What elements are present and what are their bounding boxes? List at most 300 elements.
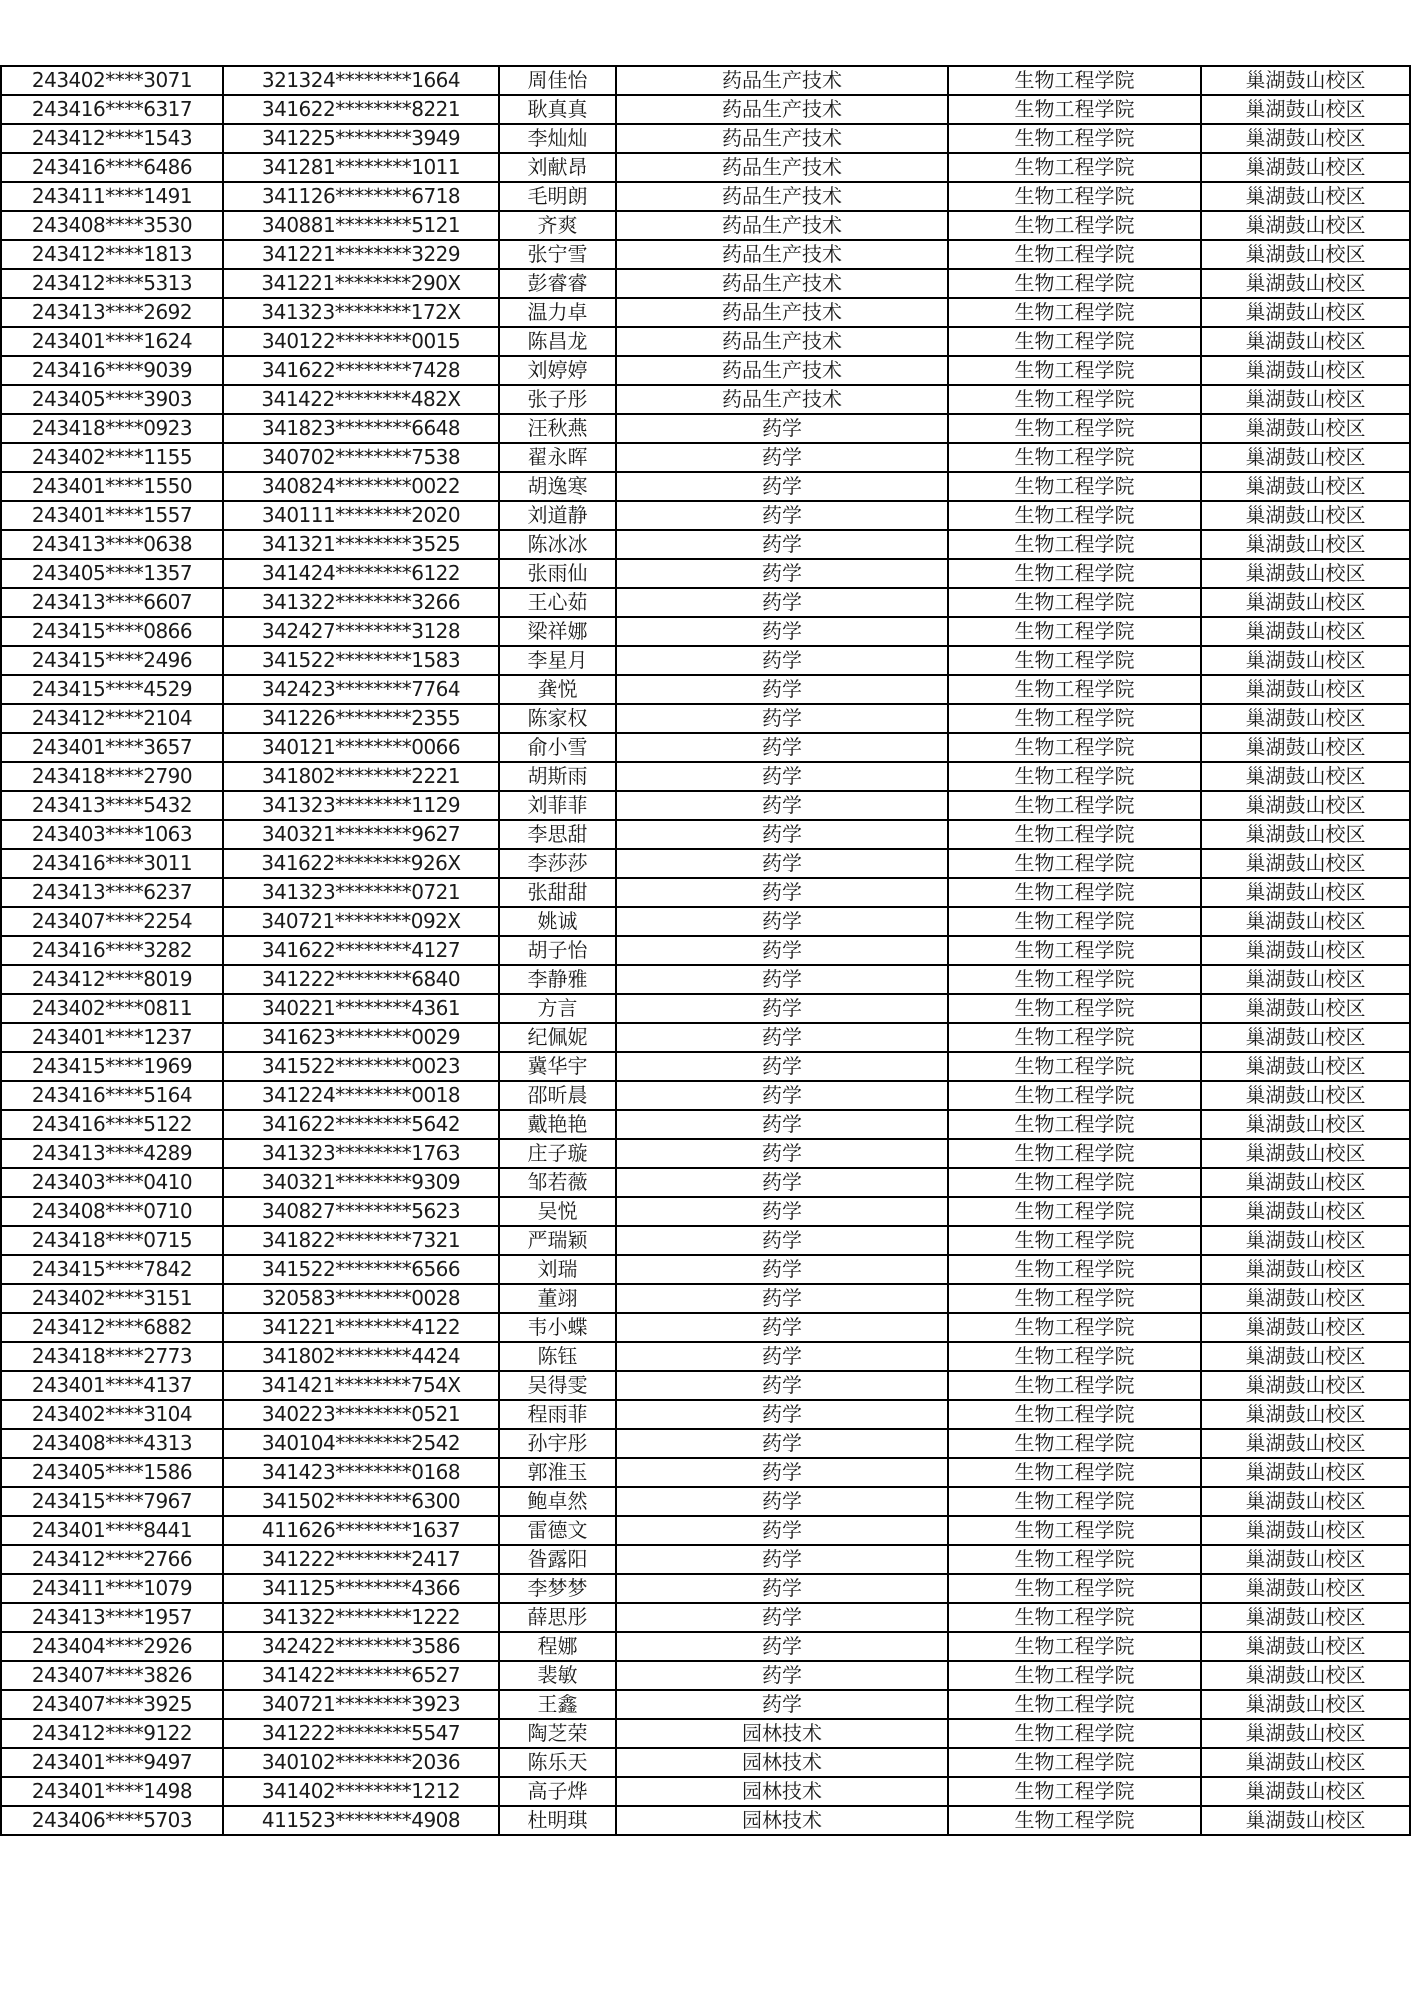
id-number-cell: 341823********6648 bbox=[223, 414, 499, 443]
registration-number-cell: 243401****8441 bbox=[1, 1516, 223, 1545]
id-number-cell: 341622********8221 bbox=[223, 95, 499, 124]
table-row bbox=[1, 1226, 1410, 1255]
college-cell: 生物工程学院 bbox=[948, 1168, 1201, 1197]
college-cell: 生物工程学院 bbox=[948, 675, 1201, 704]
college-cell: 生物工程学院 bbox=[948, 124, 1201, 153]
student-name-cell: 龚悦 bbox=[499, 675, 616, 704]
registration-number-cell: 243416****6486 bbox=[1, 153, 223, 182]
campus-cell: 巢湖鼓山校区 bbox=[1201, 675, 1410, 704]
table-row bbox=[1, 385, 1410, 414]
student-name-cell: 邹若薇 bbox=[499, 1168, 616, 1197]
student-name-cell: 汪秋燕 bbox=[499, 414, 616, 443]
student-name-cell: 王心茹 bbox=[499, 588, 616, 617]
major-cell: 药品生产技术 bbox=[616, 240, 948, 269]
campus-cell: 巢湖鼓山校区 bbox=[1201, 559, 1410, 588]
registration-number-cell: 243401****1498 bbox=[1, 1777, 223, 1806]
college-cell: 生物工程学院 bbox=[948, 240, 1201, 269]
registration-number-cell: 243401****4137 bbox=[1, 1371, 223, 1400]
registration-number-cell: 243408****0710 bbox=[1, 1197, 223, 1226]
college-cell: 生物工程学院 bbox=[948, 66, 1201, 95]
major-cell: 药学 bbox=[616, 588, 948, 617]
registration-number-cell: 243418****2773 bbox=[1, 1342, 223, 1371]
major-cell: 药学 bbox=[616, 1342, 948, 1371]
college-cell: 生物工程学院 bbox=[948, 1487, 1201, 1516]
id-number-cell: 340827********5623 bbox=[223, 1197, 499, 1226]
registration-number-cell: 243406****5703 bbox=[1, 1806, 223, 1835]
major-cell: 药学 bbox=[616, 501, 948, 530]
college-cell: 生物工程学院 bbox=[948, 1081, 1201, 1110]
registration-number-cell: 243402****1155 bbox=[1, 443, 223, 472]
student-name-cell: 陈乐天 bbox=[499, 1748, 616, 1777]
registration-number-cell: 243407****2254 bbox=[1, 907, 223, 936]
id-number-cell: 341522********1583 bbox=[223, 646, 499, 675]
major-cell: 药学 bbox=[616, 762, 948, 791]
campus-cell: 巢湖鼓山校区 bbox=[1201, 646, 1410, 675]
campus-cell: 巢湖鼓山校区 bbox=[1201, 936, 1410, 965]
major-cell: 药学 bbox=[616, 1632, 948, 1661]
campus-cell: 巢湖鼓山校区 bbox=[1201, 1603, 1410, 1632]
student-name-cell: 雷德文 bbox=[499, 1516, 616, 1545]
college-cell: 生物工程学院 bbox=[948, 617, 1201, 646]
student-name-cell: 薛思彤 bbox=[499, 1603, 616, 1632]
id-number-cell: 340824********0022 bbox=[223, 472, 499, 501]
campus-cell: 巢湖鼓山校区 bbox=[1201, 1371, 1410, 1400]
campus-cell: 巢湖鼓山校区 bbox=[1201, 820, 1410, 849]
table-row bbox=[1, 1023, 1410, 1052]
campus-cell: 巢湖鼓山校区 bbox=[1201, 327, 1410, 356]
registration-number-cell: 243415****1969 bbox=[1, 1052, 223, 1081]
registration-number-cell: 243416****9039 bbox=[1, 356, 223, 385]
id-number-cell: 341622********4127 bbox=[223, 936, 499, 965]
major-cell: 药学 bbox=[616, 1458, 948, 1487]
registration-number-cell: 243412****9122 bbox=[1, 1719, 223, 1748]
student-name-cell: 李灿灿 bbox=[499, 124, 616, 153]
id-number-cell: 341222********6840 bbox=[223, 965, 499, 994]
campus-cell: 巢湖鼓山校区 bbox=[1201, 994, 1410, 1023]
table-row bbox=[1, 1342, 1410, 1371]
major-cell: 药学 bbox=[616, 1139, 948, 1168]
id-number-cell: 340321********9627 bbox=[223, 820, 499, 849]
college-cell: 生物工程学院 bbox=[948, 1371, 1201, 1400]
college-cell: 生物工程学院 bbox=[948, 414, 1201, 443]
college-cell: 生物工程学院 bbox=[948, 1197, 1201, 1226]
major-cell: 药学 bbox=[616, 1400, 948, 1429]
student-name-cell: 董翊 bbox=[499, 1284, 616, 1313]
major-cell: 药品生产技术 bbox=[616, 124, 948, 153]
campus-cell: 巢湖鼓山校区 bbox=[1201, 1429, 1410, 1458]
campus-cell: 巢湖鼓山校区 bbox=[1201, 385, 1410, 414]
student-name-cell: 严瑞颖 bbox=[499, 1226, 616, 1255]
major-cell: 药学 bbox=[616, 1110, 948, 1139]
college-cell: 生物工程学院 bbox=[948, 907, 1201, 936]
campus-cell: 巢湖鼓山校区 bbox=[1201, 182, 1410, 211]
student-name-cell: 李莎莎 bbox=[499, 849, 616, 878]
major-cell: 药品生产技术 bbox=[616, 385, 948, 414]
id-number-cell: 340102********2036 bbox=[223, 1748, 499, 1777]
major-cell: 药学 bbox=[616, 907, 948, 936]
college-cell: 生物工程学院 bbox=[948, 1255, 1201, 1284]
college-cell: 生物工程学院 bbox=[948, 936, 1201, 965]
campus-cell: 巢湖鼓山校区 bbox=[1201, 124, 1410, 153]
id-number-cell: 341422********482X bbox=[223, 385, 499, 414]
campus-cell: 巢湖鼓山校区 bbox=[1201, 762, 1410, 791]
campus-cell: 巢湖鼓山校区 bbox=[1201, 211, 1410, 240]
campus-cell: 巢湖鼓山校区 bbox=[1201, 1516, 1410, 1545]
campus-cell: 巢湖鼓山校区 bbox=[1201, 1197, 1410, 1226]
major-cell: 园林技术 bbox=[616, 1748, 948, 1777]
table-row bbox=[1, 153, 1410, 182]
campus-cell: 巢湖鼓山校区 bbox=[1201, 298, 1410, 327]
campus-cell: 巢湖鼓山校区 bbox=[1201, 1081, 1410, 1110]
major-cell: 药学 bbox=[616, 530, 948, 559]
major-cell: 药学 bbox=[616, 820, 948, 849]
id-number-cell: 341125********4366 bbox=[223, 1574, 499, 1603]
id-number-cell: 342423********7764 bbox=[223, 675, 499, 704]
campus-cell: 巢湖鼓山校区 bbox=[1201, 1023, 1410, 1052]
college-cell: 生物工程学院 bbox=[948, 1052, 1201, 1081]
registration-number-cell: 243401****1237 bbox=[1, 1023, 223, 1052]
table-row bbox=[1, 530, 1410, 559]
id-number-cell: 341423********0168 bbox=[223, 1458, 499, 1487]
campus-cell: 巢湖鼓山校区 bbox=[1201, 1574, 1410, 1603]
table-row bbox=[1, 1110, 1410, 1139]
college-cell: 生物工程学院 bbox=[948, 530, 1201, 559]
campus-cell: 巢湖鼓山校区 bbox=[1201, 1632, 1410, 1661]
major-cell: 药学 bbox=[616, 1545, 948, 1574]
registration-number-cell: 243418****2790 bbox=[1, 762, 223, 791]
id-number-cell: 341321********3525 bbox=[223, 530, 499, 559]
major-cell: 药学 bbox=[616, 1197, 948, 1226]
id-number-cell: 341225********3949 bbox=[223, 124, 499, 153]
major-cell: 药学 bbox=[616, 1516, 948, 1545]
table-row bbox=[1, 443, 1410, 472]
table-row bbox=[1, 1255, 1410, 1284]
major-cell: 药学 bbox=[616, 936, 948, 965]
student-name-cell: 刘瑞 bbox=[499, 1255, 616, 1284]
registration-number-cell: 243416****5164 bbox=[1, 1081, 223, 1110]
student-name-cell: 戴艳艳 bbox=[499, 1110, 616, 1139]
registration-number-cell: 243416****5122 bbox=[1, 1110, 223, 1139]
registration-number-cell: 243401****1557 bbox=[1, 501, 223, 530]
table-row bbox=[1, 472, 1410, 501]
student-name-cell: 陈冰冰 bbox=[499, 530, 616, 559]
registration-number-cell: 243412****2104 bbox=[1, 704, 223, 733]
campus-cell: 巢湖鼓山校区 bbox=[1201, 791, 1410, 820]
campus-cell: 巢湖鼓山校区 bbox=[1201, 1690, 1410, 1719]
major-cell: 药学 bbox=[616, 994, 948, 1023]
major-cell: 药学 bbox=[616, 791, 948, 820]
college-cell: 生物工程学院 bbox=[948, 153, 1201, 182]
id-number-cell: 341622********7428 bbox=[223, 356, 499, 385]
table-row bbox=[1, 675, 1410, 704]
registration-number-cell: 243405****1357 bbox=[1, 559, 223, 588]
id-number-cell: 321324********1664 bbox=[223, 66, 499, 95]
table-row bbox=[1, 907, 1410, 936]
student-name-cell: 李静雅 bbox=[499, 965, 616, 994]
table-row bbox=[1, 1777, 1410, 1806]
student-name-cell: 韦小蝶 bbox=[499, 1313, 616, 1342]
student-name-cell: 张宁雪 bbox=[499, 240, 616, 269]
campus-cell: 巢湖鼓山校区 bbox=[1201, 617, 1410, 646]
registration-number-cell: 243413****2692 bbox=[1, 298, 223, 327]
table-row bbox=[1, 356, 1410, 385]
major-cell: 药学 bbox=[616, 1661, 948, 1690]
id-number-cell: 340111********2020 bbox=[223, 501, 499, 530]
registration-number-cell: 243401****1550 bbox=[1, 472, 223, 501]
table-row bbox=[1, 733, 1410, 762]
major-cell: 药学 bbox=[616, 1168, 948, 1197]
registration-number-cell: 243412****6882 bbox=[1, 1313, 223, 1342]
table-row bbox=[1, 1545, 1410, 1574]
id-number-cell: 340702********7538 bbox=[223, 443, 499, 472]
id-number-cell: 341802********4424 bbox=[223, 1342, 499, 1371]
college-cell: 生物工程学院 bbox=[948, 1342, 1201, 1371]
major-cell: 药品生产技术 bbox=[616, 356, 948, 385]
college-cell: 生物工程学院 bbox=[948, 1284, 1201, 1313]
table-row bbox=[1, 95, 1410, 124]
registration-number-cell: 243415****7842 bbox=[1, 1255, 223, 1284]
major-cell: 药学 bbox=[616, 1429, 948, 1458]
registration-number-cell: 243411****1079 bbox=[1, 1574, 223, 1603]
college-cell: 生物工程学院 bbox=[948, 1226, 1201, 1255]
college-cell: 生物工程学院 bbox=[948, 1690, 1201, 1719]
campus-cell: 巢湖鼓山校区 bbox=[1201, 356, 1410, 385]
table-row bbox=[1, 1661, 1410, 1690]
college-cell: 生物工程学院 bbox=[948, 1516, 1201, 1545]
table-row bbox=[1, 994, 1410, 1023]
registration-number-cell: 243412****1543 bbox=[1, 124, 223, 153]
college-cell: 生物工程学院 bbox=[948, 646, 1201, 675]
campus-cell: 巢湖鼓山校区 bbox=[1201, 1110, 1410, 1139]
major-cell: 药学 bbox=[616, 1052, 948, 1081]
college-cell: 生物工程学院 bbox=[948, 1429, 1201, 1458]
table-row bbox=[1, 820, 1410, 849]
student-name-cell: 陶芝荣 bbox=[499, 1719, 616, 1748]
college-cell: 生物工程学院 bbox=[948, 327, 1201, 356]
id-number-cell: 340881********5121 bbox=[223, 211, 499, 240]
major-cell: 药学 bbox=[616, 617, 948, 646]
college-cell: 生物工程学院 bbox=[948, 820, 1201, 849]
table-row bbox=[1, 646, 1410, 675]
id-number-cell: 341323********0721 bbox=[223, 878, 499, 907]
student-name-cell: 张甜甜 bbox=[499, 878, 616, 907]
table-row bbox=[1, 965, 1410, 994]
college-cell: 生物工程学院 bbox=[948, 1110, 1201, 1139]
major-cell: 园林技术 bbox=[616, 1719, 948, 1748]
college-cell: 生物工程学院 bbox=[948, 994, 1201, 1023]
table-row bbox=[1, 936, 1410, 965]
major-cell: 药学 bbox=[616, 414, 948, 443]
id-number-cell: 341623********0029 bbox=[223, 1023, 499, 1052]
student-name-cell: 程娜 bbox=[499, 1632, 616, 1661]
student-name-cell: 刘道静 bbox=[499, 501, 616, 530]
registration-number-cell: 243405****3903 bbox=[1, 385, 223, 414]
id-number-cell: 411626********1637 bbox=[223, 1516, 499, 1545]
registration-number-cell: 243413****4289 bbox=[1, 1139, 223, 1168]
student-name-cell: 裴敏 bbox=[499, 1661, 616, 1690]
table-row bbox=[1, 1429, 1410, 1458]
registration-number-cell: 243415****0866 bbox=[1, 617, 223, 646]
college-cell: 生物工程学院 bbox=[948, 1400, 1201, 1429]
campus-cell: 巢湖鼓山校区 bbox=[1201, 240, 1410, 269]
campus-cell: 巢湖鼓山校区 bbox=[1201, 1487, 1410, 1516]
id-number-cell: 341221********4122 bbox=[223, 1313, 499, 1342]
table-row bbox=[1, 414, 1410, 443]
major-cell: 药品生产技术 bbox=[616, 298, 948, 327]
student-name-cell: 姚诚 bbox=[499, 907, 616, 936]
student-table-body bbox=[1, 66, 1410, 1835]
college-cell: 生物工程学院 bbox=[948, 559, 1201, 588]
registration-number-cell: 243416****6317 bbox=[1, 95, 223, 124]
id-number-cell: 341622********5642 bbox=[223, 1110, 499, 1139]
student-name-cell: 李梦梦 bbox=[499, 1574, 616, 1603]
major-cell: 药品生产技术 bbox=[616, 211, 948, 240]
campus-cell: 巢湖鼓山校区 bbox=[1201, 1226, 1410, 1255]
student-name-cell: 彭睿睿 bbox=[499, 269, 616, 298]
table-row bbox=[1, 762, 1410, 791]
id-number-cell: 340122********0015 bbox=[223, 327, 499, 356]
major-cell: 药品生产技术 bbox=[616, 66, 948, 95]
id-number-cell: 340121********0066 bbox=[223, 733, 499, 762]
college-cell: 生物工程学院 bbox=[948, 1139, 1201, 1168]
table-row bbox=[1, 298, 1410, 327]
table-row bbox=[1, 849, 1410, 878]
student-name-cell: 高子烨 bbox=[499, 1777, 616, 1806]
college-cell: 生物工程学院 bbox=[948, 704, 1201, 733]
registration-number-cell: 243403****1063 bbox=[1, 820, 223, 849]
college-cell: 生物工程学院 bbox=[948, 965, 1201, 994]
table-row bbox=[1, 1284, 1410, 1313]
student-name-cell: 张雨仙 bbox=[499, 559, 616, 588]
major-cell: 药学 bbox=[616, 733, 948, 762]
id-number-cell: 341522********6566 bbox=[223, 1255, 499, 1284]
major-cell: 药学 bbox=[616, 1690, 948, 1719]
college-cell: 生物工程学院 bbox=[948, 1603, 1201, 1632]
id-number-cell: 340321********9309 bbox=[223, 1168, 499, 1197]
registration-number-cell: 243418****0923 bbox=[1, 414, 223, 443]
major-cell: 药学 bbox=[616, 443, 948, 472]
table-row bbox=[1, 66, 1410, 95]
campus-cell: 巢湖鼓山校区 bbox=[1201, 704, 1410, 733]
student-name-cell: 纪佩妮 bbox=[499, 1023, 616, 1052]
student-name-cell: 吴悦 bbox=[499, 1197, 616, 1226]
campus-cell: 巢湖鼓山校区 bbox=[1201, 1052, 1410, 1081]
student-name-cell: 刘婷婷 bbox=[499, 356, 616, 385]
college-cell: 生物工程学院 bbox=[948, 791, 1201, 820]
college-cell: 生物工程学院 bbox=[948, 472, 1201, 501]
id-number-cell: 341281********1011 bbox=[223, 153, 499, 182]
campus-cell: 巢湖鼓山校区 bbox=[1201, 66, 1410, 95]
student-name-cell: 李思甜 bbox=[499, 820, 616, 849]
college-cell: 生物工程学院 bbox=[948, 1632, 1201, 1661]
registration-number-cell: 243402****0811 bbox=[1, 994, 223, 1023]
registration-number-cell: 243413****5432 bbox=[1, 791, 223, 820]
college-cell: 生物工程学院 bbox=[948, 1777, 1201, 1806]
major-cell: 药学 bbox=[616, 646, 948, 675]
student-name-cell: 齐爽 bbox=[499, 211, 616, 240]
id-number-cell: 411523********4908 bbox=[223, 1806, 499, 1835]
student-name-cell: 邵昕晨 bbox=[499, 1081, 616, 1110]
college-cell: 生物工程学院 bbox=[948, 1023, 1201, 1052]
registration-number-cell: 243401****9497 bbox=[1, 1748, 223, 1777]
registration-number-cell: 243412****2766 bbox=[1, 1545, 223, 1574]
major-cell: 药学 bbox=[616, 704, 948, 733]
student-name-cell: 胡子怡 bbox=[499, 936, 616, 965]
campus-cell: 巢湖鼓山校区 bbox=[1201, 1777, 1410, 1806]
student-name-cell: 庄子璇 bbox=[499, 1139, 616, 1168]
table-row bbox=[1, 1400, 1410, 1429]
registration-number-cell: 243416****3282 bbox=[1, 936, 223, 965]
campus-cell: 巢湖鼓山校区 bbox=[1201, 1719, 1410, 1748]
id-number-cell: 341622********926X bbox=[223, 849, 499, 878]
student-name-cell: 方言 bbox=[499, 994, 616, 1023]
id-number-cell: 340721********092X bbox=[223, 907, 499, 936]
major-cell: 药学 bbox=[616, 1023, 948, 1052]
college-cell: 生物工程学院 bbox=[948, 298, 1201, 327]
id-number-cell: 341402********1212 bbox=[223, 1777, 499, 1806]
table-row bbox=[1, 617, 1410, 646]
college-cell: 生物工程学院 bbox=[948, 733, 1201, 762]
table-row bbox=[1, 1719, 1410, 1748]
student-name-cell: 陈昌龙 bbox=[499, 327, 616, 356]
student-name-cell: 温力卓 bbox=[499, 298, 616, 327]
table-row bbox=[1, 124, 1410, 153]
table-row bbox=[1, 791, 1410, 820]
student-name-cell: 昝露阳 bbox=[499, 1545, 616, 1574]
campus-cell: 巢湖鼓山校区 bbox=[1201, 733, 1410, 762]
id-number-cell: 341222********2417 bbox=[223, 1545, 499, 1574]
campus-cell: 巢湖鼓山校区 bbox=[1201, 1458, 1410, 1487]
student-name-cell: 陈钰 bbox=[499, 1342, 616, 1371]
registration-number-cell: 243411****1491 bbox=[1, 182, 223, 211]
major-cell: 药学 bbox=[616, 878, 948, 907]
registration-number-cell: 243412****1813 bbox=[1, 240, 223, 269]
registration-number-cell: 243415****7967 bbox=[1, 1487, 223, 1516]
id-number-cell: 340721********3923 bbox=[223, 1690, 499, 1719]
table-row bbox=[1, 559, 1410, 588]
registration-number-cell: 243408****4313 bbox=[1, 1429, 223, 1458]
major-cell: 药学 bbox=[616, 1255, 948, 1284]
table-row bbox=[1, 1371, 1410, 1400]
registration-number-cell: 243402****3104 bbox=[1, 1400, 223, 1429]
major-cell: 药学 bbox=[616, 1313, 948, 1342]
campus-cell: 巢湖鼓山校区 bbox=[1201, 414, 1410, 443]
registration-number-cell: 243401****1624 bbox=[1, 327, 223, 356]
student-name-cell: 耿真真 bbox=[499, 95, 616, 124]
table-row bbox=[1, 211, 1410, 240]
college-cell: 生物工程学院 bbox=[948, 1313, 1201, 1342]
student-name-cell: 王鑫 bbox=[499, 1690, 616, 1719]
id-number-cell: 340223********0521 bbox=[223, 1400, 499, 1429]
registration-number-cell: 243412****8019 bbox=[1, 965, 223, 994]
id-number-cell: 341224********0018 bbox=[223, 1081, 499, 1110]
table-row bbox=[1, 704, 1410, 733]
id-number-cell: 341322********3266 bbox=[223, 588, 499, 617]
major-cell: 药学 bbox=[616, 1081, 948, 1110]
id-number-cell: 341522********0023 bbox=[223, 1052, 499, 1081]
college-cell: 生物工程学院 bbox=[948, 1719, 1201, 1748]
student-name-cell: 陈家权 bbox=[499, 704, 616, 733]
table-row bbox=[1, 1516, 1410, 1545]
campus-cell: 巢湖鼓山校区 bbox=[1201, 878, 1410, 907]
student-name-cell: 程雨菲 bbox=[499, 1400, 616, 1429]
id-number-cell: 341323********1763 bbox=[223, 1139, 499, 1168]
table-row bbox=[1, 1197, 1410, 1226]
registration-number-cell: 243416****3011 bbox=[1, 849, 223, 878]
campus-cell: 巢湖鼓山校区 bbox=[1201, 95, 1410, 124]
student-name-cell: 俞小雪 bbox=[499, 733, 616, 762]
major-cell: 药学 bbox=[616, 1284, 948, 1313]
